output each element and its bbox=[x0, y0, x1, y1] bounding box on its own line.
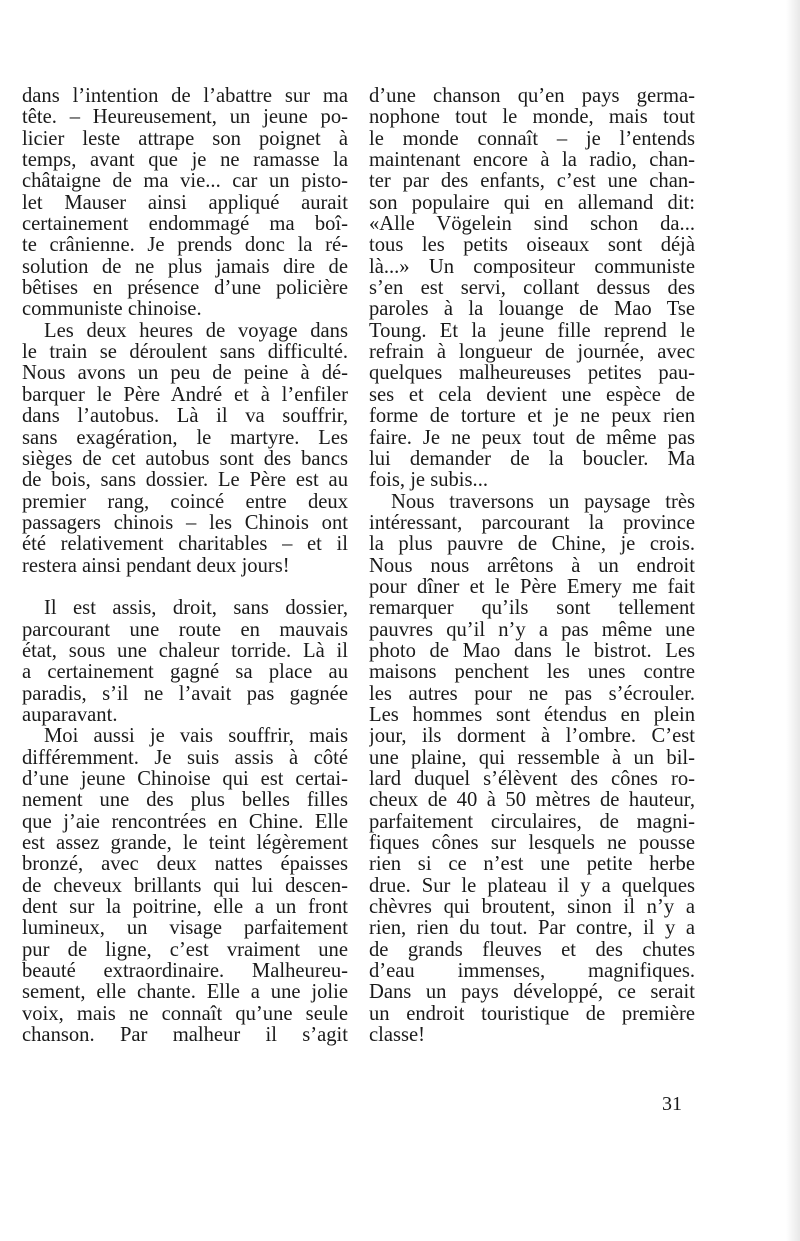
text-line: auparavant. bbox=[22, 704, 118, 726]
text-line: nophone tout le monde, mais tout bbox=[369, 107, 695, 129]
text-line: «Alle Vögelein sind schon da... bbox=[369, 214, 695, 236]
text-line: chanson. Par malheur il s’agit bbox=[22, 1025, 348, 1047]
text-line: la plus pauvre de Chine, je crois. bbox=[369, 534, 695, 556]
text-line: sement, elle chante. Elle a une jolie bbox=[22, 982, 348, 1004]
text-line: de grands fleuves et des chutes bbox=[369, 939, 695, 961]
text-line: intéressant, parcourant la province bbox=[369, 512, 695, 534]
text-line: dent sur la poitrine, elle a un front bbox=[22, 897, 348, 919]
text-line: faire. Je ne peux tout de même pas bbox=[369, 427, 695, 449]
text-line: une plaine, qui ressemble à un bil- bbox=[369, 747, 695, 769]
text-line: classe! bbox=[369, 1025, 426, 1047]
text-line: Les deux heures de voyage dans bbox=[44, 320, 348, 342]
text-line: bronzé, avec deux nattes épaisses bbox=[22, 854, 348, 876]
text-line: été relativement charitables – et il bbox=[22, 534, 348, 556]
text-line: d’une chanson qu’en pays germa- bbox=[369, 86, 695, 107]
text-line: d’une jeune Chinoise qui est certai- bbox=[22, 769, 348, 790]
text-line: s’en est servi, collant dessus des bbox=[369, 278, 695, 300]
text-line: pur de ligne, c’est vraiment une bbox=[22, 939, 348, 961]
text-line: premier rang, coincé entre deux bbox=[22, 491, 348, 513]
text-line: restera ainsi pendant deux jours! bbox=[22, 555, 290, 577]
text-line: fiques cônes sur lesquels ne pousse bbox=[369, 833, 695, 855]
text-line: rien, rien du tout. Par contre, il y a bbox=[369, 918, 695, 940]
text-line: Nous nous arrêtons à un endroit bbox=[369, 555, 695, 577]
text-line: que j’aie rencontrées en Chine. Elle bbox=[22, 811, 348, 833]
text-line: refrain à longueur de journée, avec bbox=[369, 342, 695, 364]
text-line: chèvres qui broutent, sinon il n’y a bbox=[369, 897, 695, 919]
text-line: nement une des plus belles filles bbox=[22, 790, 348, 812]
text-line: Dans un pays développé, ce serait bbox=[369, 982, 695, 1004]
text-line: passagers chinois – les Chinois ont bbox=[22, 512, 348, 534]
text-line: Nous traversons un paysage très bbox=[391, 491, 695, 513]
text-line: dans l’autobus. Là il va souffrir, bbox=[22, 406, 348, 428]
text-line: état, sous une chaleur torride. Là il bbox=[22, 640, 348, 662]
right-text-column bbox=[369, 86, 695, 1046]
text-line: parcourant une route en mauvais bbox=[22, 619, 348, 641]
text-line: les autres pour ne pas s’écrouler. bbox=[369, 683, 695, 705]
text-line: là...» Un compositeur communiste bbox=[369, 256, 695, 278]
text-line: jour, ils dorment à l’ombre. C’est bbox=[369, 726, 695, 748]
text-line: parfaitement circulaires, de magni- bbox=[369, 811, 695, 833]
text-line: paradis, s’il ne l’avait pas gagnée bbox=[22, 683, 348, 705]
text-line: sièges de cet autobus sont des bancs bbox=[22, 448, 348, 470]
left-text-column bbox=[22, 86, 348, 1046]
text-line: te crânienne. Je prends donc la ré- bbox=[22, 235, 348, 257]
text-line: lard duquel s’élèvent des cônes ro- bbox=[369, 769, 695, 790]
text-line: tête. – Heureusement, un jeune po- bbox=[22, 107, 348, 129]
text-line: licier leste attrape son poignet à bbox=[22, 128, 348, 150]
text-line: communiste chinoise. bbox=[22, 299, 202, 321]
text-line: pour dîner et le Père Emery me fait bbox=[369, 576, 695, 598]
text-line: un endroit touristique de première bbox=[369, 1003, 695, 1025]
text-line: lui demander de la boucler. Ma bbox=[369, 448, 695, 470]
text-line: certainement endommagé ma boî- bbox=[22, 214, 348, 236]
text-line: bêtises en présence d’une policière bbox=[22, 278, 348, 300]
text-line: cheux de 40 à 50 mètres de hauteur, bbox=[369, 790, 695, 812]
paragraph-gap bbox=[22, 577, 348, 598]
text-line: dans l’intention de l’abattre sur ma bbox=[22, 86, 348, 107]
page-edge-shadow bbox=[786, 0, 800, 1241]
text-line: de bois, sans dossier. Le Père est au bbox=[22, 470, 348, 492]
text-line: let Mauser ainsi appliqué aurait bbox=[22, 192, 348, 214]
text-line: sans exagération, le martyre. Les bbox=[22, 427, 348, 449]
text-line: solution de ne plus jamais dire de bbox=[22, 256, 348, 278]
text-line: le train se déroulent sans difficulté. bbox=[22, 342, 348, 364]
text-line: ter par des enfants, c’est une chan- bbox=[369, 171, 695, 193]
text-line: son populaire qui en allemand dit: bbox=[369, 192, 695, 214]
text-line: maintenant encore à la radio, chan- bbox=[369, 150, 695, 172]
text-line: Il est assis, droit, sans dossier, bbox=[44, 598, 348, 620]
text-line: a certainement gagné sa place au bbox=[22, 662, 348, 684]
text-line: remarquer qu’ils sont tellement bbox=[369, 598, 695, 620]
text-line: de cheveux brillants qui lui descen- bbox=[22, 875, 348, 897]
text-line: quelques malheureuses petites pau- bbox=[369, 363, 695, 385]
text-line: Toung. Et la jeune fille reprend le bbox=[369, 320, 695, 342]
text-line: ses et cela devient une espèce de bbox=[369, 384, 695, 406]
text-line: Moi aussi je vais souffrir, mais bbox=[44, 726, 348, 748]
text-line: châtaigne de ma vie... car un pisto- bbox=[22, 171, 348, 193]
page-number: 31 bbox=[662, 1093, 682, 1115]
text-line: maisons penchent les unes contre bbox=[369, 662, 695, 684]
text-line: beauté extraordinaire. Malheureu- bbox=[22, 961, 348, 983]
text-line: drue. Sur le plateau il y a quelques bbox=[369, 875, 695, 897]
text-line: pauvres qu’il n’y a pas même une bbox=[369, 619, 695, 641]
text-line: fois, je subis... bbox=[369, 470, 488, 492]
text-line: est assez grande, le teint légèrement bbox=[22, 833, 348, 855]
text-line: d’eau immenses, magnifiques. bbox=[369, 961, 695, 983]
text-line: rien si ce n’est une petite herbe bbox=[369, 854, 695, 876]
text-line: photo de Mao dans le bistrot. Les bbox=[369, 640, 695, 662]
text-line: lumineux, un visage parfaitement bbox=[22, 918, 348, 940]
text-line: forme de torture et je ne peux rien bbox=[369, 406, 695, 428]
text-line: paroles à la louange de Mao Tse bbox=[369, 299, 695, 321]
text-line: Les hommes sont étendus en plein bbox=[369, 704, 695, 726]
text-line: Nous avons un peu de peine à dé- bbox=[22, 363, 348, 385]
text-line: tous les petits oiseaux sont déjà bbox=[369, 235, 695, 257]
text-line: temps, avant que je ne ramasse la bbox=[22, 150, 348, 172]
text-line: le monde connaît – je l’entends bbox=[369, 128, 695, 150]
text-line: voix, mais ne connaît qu’une seule bbox=[22, 1003, 348, 1025]
text-line: barquer le Père André et à l’enfiler bbox=[22, 384, 348, 406]
text-line: différemment. Je suis assis à côté bbox=[22, 747, 348, 769]
